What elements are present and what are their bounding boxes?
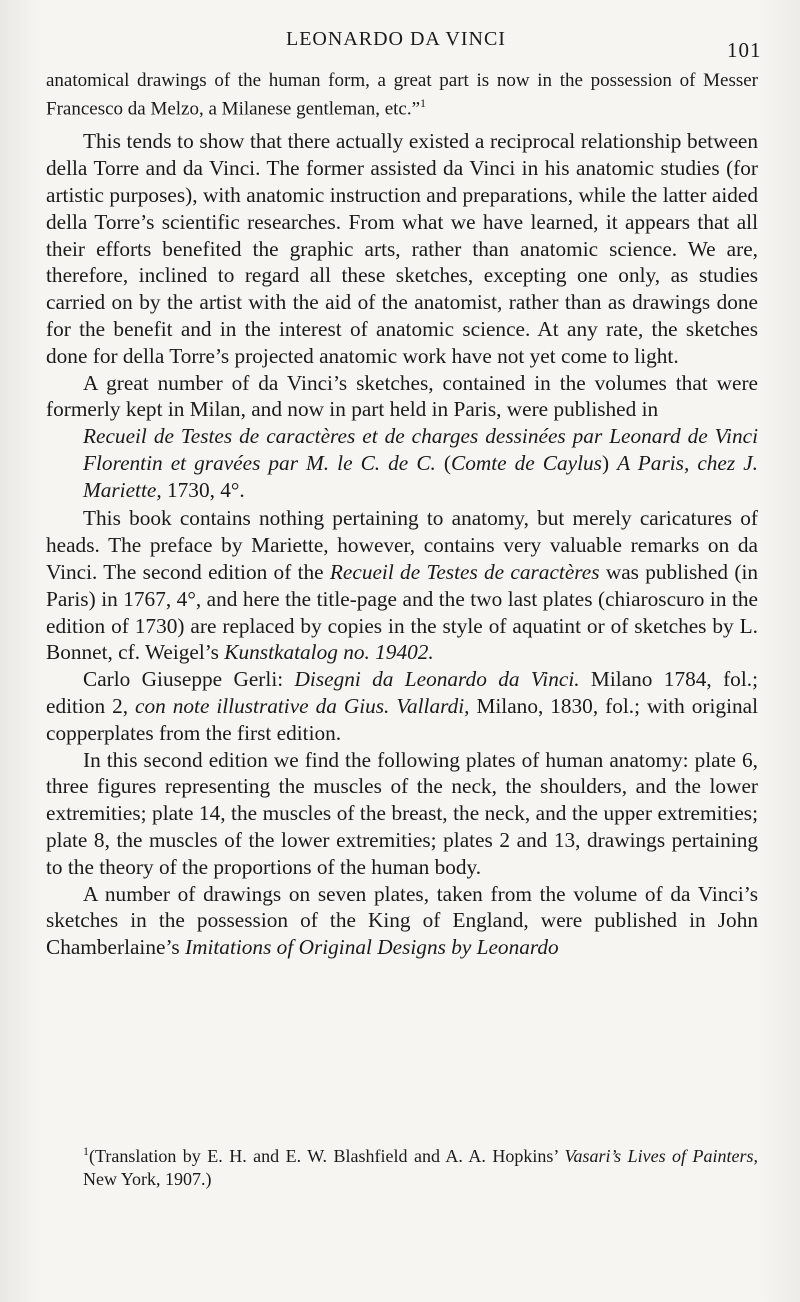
citation-year: 1730, 4°.: [161, 477, 245, 502]
paragraph-chamberlaine: [46, 881, 758, 961]
paragraph-plates: In this second edition we find the following plates of human anatomy: plate 6, three figures representing the muscles of the neck, the shoulders, and the lower extremities; plate 14, the muscles of the breast, the neck, and the upper extremities; plate 8, the muscles of the lower extremities; plates 2 and 13, drawings pertaining to the theory of the proportions of the human body.: [46, 747, 758, 879]
citation-comte: Comte de Caylus: [451, 450, 602, 475]
footnote-mark: 1: [83, 1144, 89, 1158]
para4-note: con note illustrative da Gius. Vallardi,: [135, 694, 470, 719]
footnote-body: [46, 1140, 758, 1191]
citation-paren-close: ): [601, 450, 618, 475]
main-text: [46, 70, 758, 961]
para3-title: Recueil de Testes de caractères: [329, 560, 600, 585]
para3-kunstkatalog: Kunstkatalog no. 19402.: [224, 640, 434, 665]
footnote-reference: 1: [420, 96, 427, 110]
paragraph-published-sketches: A great number of da Vinci’s sketches, contained in the volumes that were formerly kept in Milan, and now in part held in Paris, were published in: [46, 370, 758, 422]
running-head: LEONARDO DA VINCI: [286, 28, 506, 50]
para4-author: Carlo Giuseppe Gerli:: [83, 667, 295, 692]
intro-quote-text: anatomical drawings of the human form, a great part is now in the possession of Messer Francesco da Melzo, a Milanese gentleman, etc.”: [46, 70, 758, 120]
citation-place: A Paris, chez J. Mariette,: [83, 450, 758, 502]
paragraph-relationship: This tends to show that there actually existed a reciprocal relationship between della Torre and da Vinci. The former assisted da Vinci in his anatomic studies (for artistic purposes), with anatomic instruction and preparations, while the latter aided della Torre’s scientific researches. From what we have learned, it appears that all their efforts benefited the graphic arts, rather than anatomic science. We are, therefore, inclined to regard all these sketches, excepting one only, as studies carried on by the artist with the aid of the anatomist, rather than as drawings done for the benefit and in the interest of anatomic science. At any rate, the sketches done for della Torre’s projected anatomic work have not yet come to light.: [46, 129, 758, 368]
para4-text-1: Milano 1784, fol.; edition 2,: [46, 667, 758, 719]
footnote-text-2: New York, 1907.): [83, 1169, 212, 1189]
para4-title: Disegni da Leonardo da Vinci.: [294, 667, 580, 692]
para3-text-2: was published (in Paris) in 1767, 4°, and here the title-page and the two last plates (chiaroscuro in the edition of 1730) are replaced by copies in the style of aquatint or of sketches by L. Bonnet, cf. Weigel’s: [46, 560, 759, 665]
para6-title: Imitations of Original Designs by Leonardo: [184, 935, 559, 960]
footnote: [46, 1140, 758, 1191]
intro-quote-paragraph: [46, 70, 758, 120]
paragraph-caricatures: [46, 505, 758, 666]
para6-text: A number of drawings on seven plates, taken from the volume of da Vinci’s sketches in the possession of the King of England, were published in John Chamberlaine’s: [46, 881, 758, 960]
footnote-title: Vasari’s Lives of Painters,: [564, 1146, 759, 1166]
page-number: 101: [727, 38, 762, 62]
citation-paren-open: (: [435, 450, 451, 475]
para3-text-1: This book contains nothing pertaining to anatomy, but merely caricatures of heads. The preface by Mariette, however, contains very valuable remarks on da Vinci. The second edition of the: [46, 506, 758, 585]
citation-recueil: [46, 423, 758, 503]
footnote-text-1: (Translation by E. H. and E. W. Blashfield and A. A. Hopkins’: [89, 1146, 565, 1166]
para4-text-2: Milano, 1830, fol.; with original copperplates from the first edition.: [46, 694, 759, 745]
paragraph-gerli: [46, 666, 758, 746]
citation-title: Recueil de Testes de caractères et de charges dessinées par Leonard de Vinci Florentin et gravées par M. le C. de C.: [83, 424, 758, 475]
